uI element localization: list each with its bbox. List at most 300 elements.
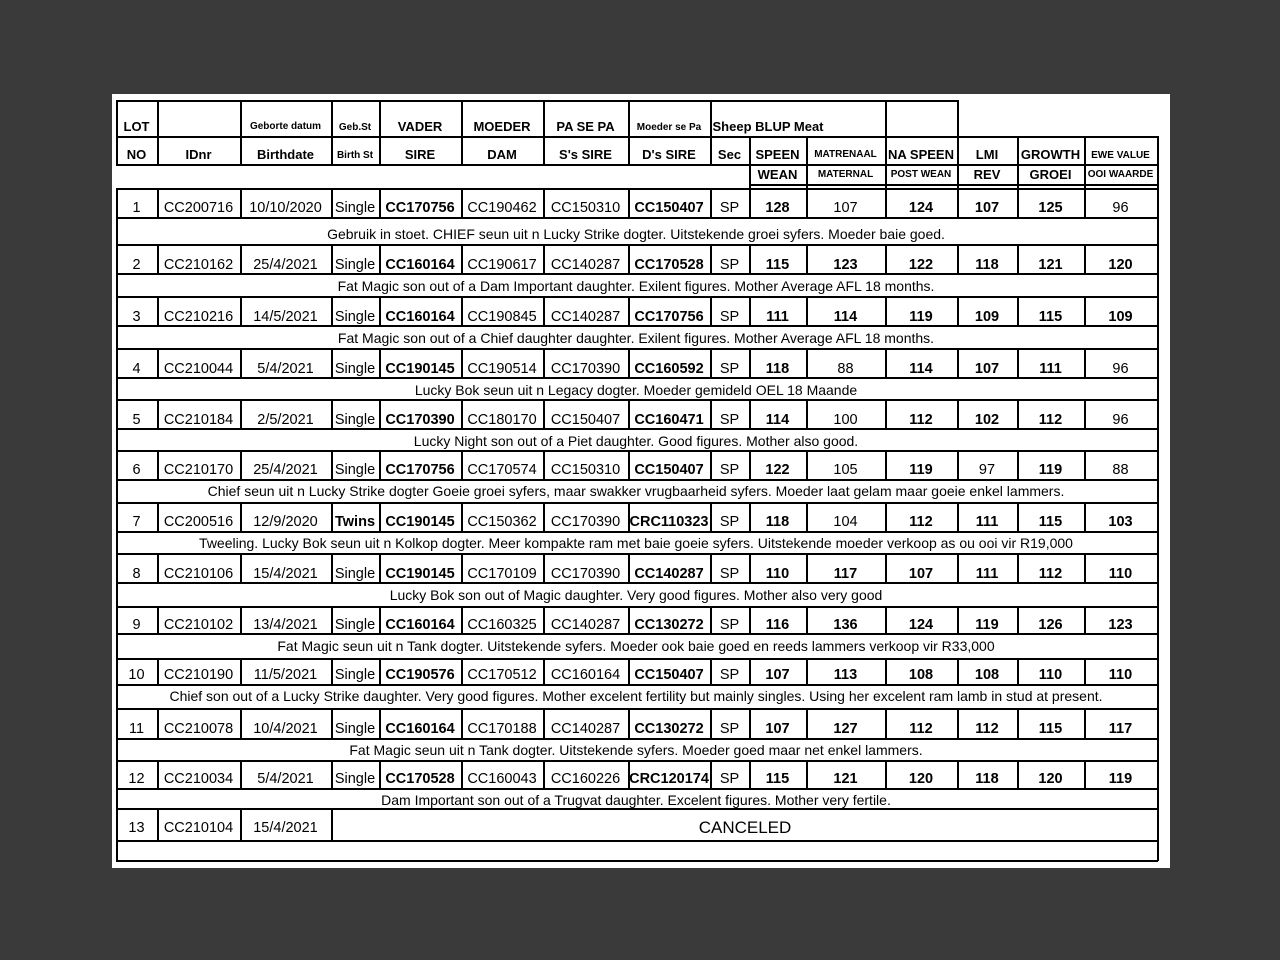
- sires-sire-cell: CC170390: [550, 566, 621, 582]
- lmi-rev-cell: 119: [975, 617, 999, 633]
- grid-line-vertical: [116, 553, 118, 583]
- grid-line-vertical: [1157, 684, 1159, 709]
- grid-line-vertical: [749, 296, 751, 326]
- grid-line-vertical: [749, 244, 751, 274]
- lot-comment: Fat Magic seun uit n Tank dogter. Uitstekende syfers. Moeder goed maar net enkel lammers.: [349, 742, 923, 758]
- dam-cell: CC160325: [467, 617, 537, 633]
- header-birthst: Birth St: [336, 150, 374, 161]
- grid-line-vertical: [806, 348, 808, 378]
- speen-wean-cell: 118: [765, 514, 790, 530]
- speen-wean-cell: 110: [765, 566, 790, 582]
- grid-line-vertical: [885, 553, 887, 583]
- grid-line-vertical: [1084, 502, 1086, 532]
- grid-line-vertical: [628, 553, 630, 583]
- id-nr-cell: CC210162: [163, 257, 234, 273]
- grid-line-vertical: [885, 502, 887, 532]
- lot-no-cell: 7: [132, 514, 141, 530]
- grid-line-vertical: [116, 788, 118, 809]
- grid-line-vertical: [379, 658, 381, 685]
- grid-line-vertical: [710, 760, 712, 789]
- post-wean-cell: 120: [908, 771, 934, 787]
- grid-line-vertical: [957, 606, 959, 634]
- birthdate-cell: 5/4/2021: [257, 771, 314, 787]
- lot-comment: Gebruik in stoet. CHIEF seun uit n Lucky Strike dogter. Uitstekende groei syfers. Moeder baie goed.: [327, 226, 945, 242]
- grid-line-vertical: [957, 760, 959, 789]
- lot-comment: Fat Magic seun uit n Tank dogter. Uitstekende syfers. Moeder ook baie goed en reeds lammers verkoop vir R33,000: [277, 638, 995, 654]
- grid-line-horizontal: [116, 502, 1158, 504]
- lot-comment: Lucky Bok seun uit n Legacy dogter. Moeder gemideld OEL 18 Maande: [414, 382, 858, 398]
- sires-sire-cell: CC160164: [550, 667, 621, 683]
- grid-line-vertical: [116, 479, 118, 503]
- lot-no-cell: 2: [132, 257, 141, 273]
- sec-cell: SP: [719, 667, 740, 683]
- grid-line-vertical: [1084, 188, 1086, 218]
- dams-sire-cell: CC130272: [634, 617, 704, 633]
- id-nr-cell: CC210104: [163, 820, 234, 836]
- lmi-rev-cell: 111: [975, 566, 999, 582]
- lot-no-cell: 12: [128, 771, 145, 787]
- grid-line-vertical: [885, 708, 887, 739]
- grid-line-vertical: [1157, 606, 1159, 634]
- grid-line-vertical: [461, 100, 463, 165]
- grid-line-horizontal: [116, 325, 1158, 327]
- grid-line-vertical: [116, 296, 118, 326]
- grid-line-vertical: [710, 244, 712, 274]
- grid-line-vertical: [461, 188, 463, 218]
- grid-line-horizontal: [116, 840, 1158, 842]
- grid-line-vertical: [116, 808, 118, 841]
- id-nr-cell: CC210184: [163, 412, 234, 428]
- grid-line-vertical: [1157, 788, 1159, 809]
- grid-line-vertical: [331, 399, 333, 429]
- grid-line-horizontal: [116, 479, 1158, 481]
- grid-line-vertical: [749, 760, 751, 789]
- header-lot: LOT: [123, 119, 150, 134]
- lot-no-cell: 8: [132, 566, 141, 582]
- grid-line-vertical: [543, 188, 545, 218]
- grid-line-vertical: [379, 399, 381, 429]
- lmi-rev-cell: 118: [975, 771, 999, 787]
- grid-line-vertical: [543, 450, 545, 480]
- grid-line-vertical: [749, 658, 751, 685]
- grid-line-vertical: [885, 760, 887, 789]
- growth-cell: 110: [1038, 667, 1063, 683]
- grid-line-vertical: [1084, 399, 1086, 429]
- grid-line-vertical: [331, 708, 333, 739]
- grid-line-vertical: [749, 708, 751, 739]
- sec-cell: SP: [719, 361, 740, 377]
- post-wean-cell: 124: [908, 617, 934, 633]
- birth-status-cell: Single: [334, 721, 376, 737]
- canceled-label: CANCELED: [698, 818, 792, 837]
- ewe-value-cell: 109: [1108, 309, 1133, 325]
- birth-status-cell: Single: [334, 462, 376, 478]
- growth-cell: 115: [1038, 721, 1063, 737]
- sire-cell: CC170528: [385, 771, 455, 787]
- grid-line-vertical: [885, 296, 887, 326]
- grid-line-vertical: [1157, 188, 1159, 218]
- grid-line-vertical: [461, 450, 463, 480]
- grid-line-vertical: [1157, 531, 1159, 554]
- header-ewe-value: EWE VALUE: [1091, 150, 1150, 161]
- grid-line-horizontal: [116, 684, 1158, 686]
- grid-line-vertical: [379, 244, 381, 274]
- lot-no-cell: 3: [132, 309, 141, 325]
- grid-line-horizontal: [116, 788, 1158, 790]
- post-wean-cell: 124: [908, 200, 934, 216]
- ewe-value-cell: 119: [1108, 771, 1133, 787]
- header-speen: SPEEN: [755, 147, 800, 162]
- grid-line-vertical: [543, 348, 545, 378]
- grid-line-vertical: [116, 738, 118, 761]
- grid-line-horizontal: [116, 273, 1158, 275]
- grid-line-vertical: [157, 188, 159, 218]
- lot-no-cell: 5: [132, 412, 141, 428]
- grid-line-vertical: [885, 450, 887, 480]
- grid-line-horizontal: [116, 136, 1158, 138]
- grid-line-vertical: [379, 100, 381, 165]
- sire-cell: CC170756: [385, 200, 455, 216]
- id-nr-cell: CC200716: [163, 200, 234, 216]
- birth-status-cell: Single: [334, 309, 376, 325]
- speen-wean-cell: 114: [765, 412, 790, 428]
- growth-cell: 111: [1039, 361, 1062, 377]
- birthdate-cell: 10/10/2020: [249, 200, 322, 216]
- sires-sire-cell: CC140287: [550, 617, 621, 633]
- sires-sire-cell: CC140287: [550, 721, 621, 737]
- birthdate-cell: 10/4/2021: [253, 721, 318, 737]
- grid-line-horizontal: [116, 658, 1158, 660]
- grid-line-vertical: [543, 606, 545, 634]
- birthdate-cell: 15/4/2021: [253, 566, 318, 582]
- maternal-cell: 123: [833, 257, 858, 273]
- sire-cell: CC190145: [385, 514, 455, 530]
- grid-line-vertical: [1017, 136, 1019, 189]
- lmi-rev-cell: 107: [974, 361, 1000, 377]
- grid-line-vertical: [331, 808, 333, 841]
- grid-line-horizontal: [116, 860, 1158, 862]
- maternal-cell: 114: [833, 309, 858, 325]
- grid-line-vertical: [331, 100, 333, 165]
- grid-line-vertical: [628, 188, 630, 218]
- grid-line-vertical: [379, 348, 381, 378]
- grid-line-vertical: [710, 348, 712, 378]
- grid-line-vertical: [1157, 553, 1159, 583]
- grid-line-vertical: [116, 708, 118, 739]
- header-birthdate-af: Geborte datum: [249, 121, 322, 132]
- grid-line-vertical: [1157, 273, 1159, 297]
- grid-line-vertical: [1157, 582, 1159, 607]
- grid-line-vertical: [710, 658, 712, 685]
- grid-line-vertical: [957, 708, 959, 739]
- sec-cell: SP: [719, 771, 740, 787]
- grid-line-vertical: [461, 606, 463, 634]
- lot-no-cell: 11: [128, 721, 145, 737]
- grid-line-vertical: [240, 348, 242, 378]
- header-sire-af: VADER: [397, 119, 443, 134]
- lot-comment: Lucky Night son out of a Piet daughter. Good figures. Mother also good.: [413, 433, 859, 449]
- grid-line-vertical: [461, 553, 463, 583]
- grid-line-vertical: [749, 450, 751, 480]
- grid-line-vertical: [331, 244, 333, 274]
- grid-line-vertical: [885, 136, 887, 189]
- grid-line-vertical: [806, 502, 808, 532]
- grid-line-vertical: [1157, 296, 1159, 326]
- grid-line-vertical: [240, 658, 242, 685]
- grid-line-vertical: [1084, 708, 1086, 739]
- grid-line-horizontal: [116, 450, 1158, 452]
- grid-line-horizontal: [116, 188, 1158, 190]
- lot-no-cell: 10: [128, 667, 145, 683]
- grid-line-vertical: [240, 296, 242, 326]
- grid-line-vertical: [157, 760, 159, 789]
- birth-status-cell: Single: [334, 257, 376, 273]
- birthdate-cell: 12/9/2020: [253, 514, 318, 530]
- speen-wean-cell: 122: [765, 462, 790, 478]
- grid-line-horizontal: [116, 244, 1158, 246]
- speen-wean-cell: 115: [765, 771, 790, 787]
- header-birthst-af: Geb.St: [338, 122, 372, 133]
- grid-line-vertical: [116, 633, 118, 659]
- grid-line-vertical: [957, 244, 959, 274]
- grid-line-vertical: [240, 244, 242, 274]
- grid-line-vertical: [1084, 348, 1086, 378]
- grid-line-vertical: [331, 188, 333, 218]
- lmi-rev-cell: 108: [974, 667, 1000, 683]
- grid-line-vertical: [116, 502, 118, 532]
- header-ooi-waarde: OOI WAARDE: [1087, 169, 1154, 180]
- grid-line-vertical: [628, 606, 630, 634]
- lot-comment: Lucky Bok son out of Magic daughter. Very good figures. Mother also very good: [389, 587, 883, 603]
- grid-line-horizontal: [749, 184, 1158, 186]
- header-blup: Sheep BLUP Meat: [712, 119, 824, 134]
- ewe-value-cell: 88: [1112, 462, 1129, 478]
- lot-comment: Dam Important son out of a Trugvat daughter. Excelent figures. Mother very fertile.: [381, 792, 891, 808]
- grid-line-vertical: [543, 296, 545, 326]
- sire-cell: CC190145: [385, 361, 455, 377]
- grid-line-vertical: [1157, 840, 1159, 861]
- header-growth: GROWTH: [1020, 147, 1081, 162]
- maternal-cell: 107: [833, 200, 858, 216]
- grid-line-vertical: [957, 188, 959, 218]
- grid-line-vertical: [1084, 760, 1086, 789]
- grid-line-vertical: [116, 244, 118, 274]
- maternal-cell: 113: [833, 667, 858, 683]
- post-wean-cell: 112: [909, 514, 933, 530]
- grid-line-vertical: [806, 760, 808, 789]
- post-wean-cell: 119: [909, 462, 933, 478]
- grid-line-vertical: [379, 606, 381, 634]
- grid-line-vertical: [1084, 296, 1086, 326]
- birthdate-cell: 25/4/2021: [253, 257, 318, 273]
- lmi-rev-cell: 109: [974, 309, 1000, 325]
- header-lmi: LMI: [975, 147, 999, 162]
- grid-line-vertical: [1084, 658, 1086, 685]
- dams-sire-cell: CC130272: [634, 721, 704, 737]
- grid-line-vertical: [543, 553, 545, 583]
- dams-sire-cell: CRC120174: [629, 771, 709, 787]
- dams-sire-cell: CC140287: [634, 566, 704, 582]
- grid-line-horizontal: [116, 606, 1158, 608]
- birthdate-cell: 15/4/2021: [253, 820, 318, 836]
- id-nr-cell: CC210034: [163, 771, 234, 787]
- grid-line-horizontal: [116, 164, 1158, 166]
- grid-line-vertical: [543, 760, 545, 789]
- grid-line-vertical: [957, 553, 959, 583]
- grid-line-vertical: [1017, 450, 1019, 480]
- grid-line-vertical: [116, 325, 118, 349]
- sec-cell: SP: [719, 257, 740, 273]
- grid-line-vertical: [957, 100, 959, 137]
- grid-line-vertical: [116, 684, 118, 709]
- grid-line-vertical: [240, 100, 242, 165]
- speen-wean-cell: 128: [765, 200, 790, 216]
- dam-cell: CC170188: [467, 721, 537, 737]
- growth-cell: 125: [1038, 200, 1063, 216]
- ewe-value-cell: 96: [1112, 200, 1129, 216]
- grid-line-vertical: [1157, 738, 1159, 761]
- sire-cell: CC190145: [385, 566, 455, 582]
- id-nr-cell: CC200516: [163, 514, 234, 530]
- grid-line-vertical: [749, 348, 751, 378]
- header-dam: DAM: [487, 147, 517, 162]
- grid-line-vertical: [116, 582, 118, 607]
- grid-line-vertical: [957, 450, 959, 480]
- grid-line-vertical: [1157, 450, 1159, 480]
- grid-line-vertical: [157, 658, 159, 685]
- dam-cell: CC190617: [467, 257, 537, 273]
- grid-line-vertical: [116, 606, 118, 634]
- grid-line-vertical: [240, 399, 242, 429]
- grid-line-vertical: [331, 553, 333, 583]
- grid-line-vertical: [1157, 633, 1159, 659]
- grid-line-vertical: [379, 296, 381, 326]
- dams-sire-cell: CC160592: [634, 361, 704, 377]
- grid-line-vertical: [885, 348, 887, 378]
- post-wean-cell: 114: [909, 361, 933, 377]
- ewe-value-cell: 120: [1108, 257, 1133, 273]
- grid-line-vertical: [710, 450, 712, 480]
- birthdate-cell: 13/4/2021: [253, 617, 318, 633]
- sec-cell: SP: [719, 462, 740, 478]
- sire-cell: CC170390: [385, 412, 455, 428]
- grid-line-horizontal: [116, 708, 1158, 710]
- lmi-rev-cell: 97: [978, 462, 996, 478]
- grid-line-vertical: [710, 606, 712, 634]
- grid-line-vertical: [806, 399, 808, 429]
- growth-cell: 115: [1038, 514, 1063, 530]
- grid-line-vertical: [157, 502, 159, 532]
- grid-line-vertical: [885, 658, 887, 685]
- grid-line-vertical: [1157, 479, 1159, 503]
- grid-line-vertical: [379, 760, 381, 789]
- grid-line-vertical: [379, 553, 381, 583]
- sec-cell: SP: [719, 309, 740, 325]
- grid-line-vertical: [116, 377, 118, 400]
- grid-line-vertical: [710, 502, 712, 532]
- grid-line-vertical: [806, 606, 808, 634]
- grid-line-horizontal: [116, 633, 1158, 635]
- sec-cell: SP: [719, 514, 740, 530]
- grid-line-vertical: [806, 553, 808, 583]
- grid-line-vertical: [116, 428, 118, 451]
- grid-line-vertical: [710, 100, 712, 165]
- post-wean-cell: 107: [908, 566, 934, 582]
- lmi-rev-cell: 111: [975, 514, 999, 530]
- lot-comment: Fat Magic son out of a Dam Important daughter. Exilent figures. Mother Average AFL 18 months.: [337, 278, 935, 294]
- header-groei: GROEI: [1029, 167, 1072, 182]
- grid-line-vertical: [1157, 244, 1159, 274]
- lot-no-cell: 6: [132, 462, 141, 478]
- sec-cell: SP: [719, 566, 740, 582]
- grid-line-vertical: [157, 553, 159, 583]
- grid-line-vertical: [240, 708, 242, 739]
- grid-line-vertical: [1017, 553, 1019, 583]
- grid-line-vertical: [461, 760, 463, 789]
- header-sire: SIRE: [404, 147, 436, 162]
- grid-line-vertical: [806, 658, 808, 685]
- header-no: NO: [126, 147, 147, 162]
- grid-line-vertical: [116, 760, 118, 789]
- grid-line-vertical: [461, 708, 463, 739]
- grid-line-vertical: [957, 399, 959, 429]
- grid-line-vertical: [116, 217, 118, 245]
- header-rev: REV: [973, 167, 1001, 182]
- lmi-rev-cell: 102: [974, 412, 1000, 428]
- grid-line-vertical: [957, 348, 959, 378]
- sire-cell: CC170756: [385, 462, 455, 478]
- maternal-cell: 136: [833, 617, 858, 633]
- birth-status-cell: Twins: [334, 514, 376, 530]
- post-wean-cell: 122: [908, 257, 934, 273]
- birthdate-cell: 25/4/2021: [253, 462, 318, 478]
- grid-line-horizontal: [116, 100, 958, 102]
- dam-cell: CC170109: [467, 566, 537, 582]
- ewe-value-cell: 103: [1108, 514, 1133, 530]
- grid-line-horizontal: [116, 296, 1158, 298]
- grid-line-vertical: [628, 244, 630, 274]
- post-wean-cell: 108: [908, 667, 934, 683]
- maternal-cell: 104: [833, 514, 858, 530]
- grid-line-vertical: [710, 553, 712, 583]
- grid-line-vertical: [543, 399, 545, 429]
- dam-cell: CC170512: [467, 667, 537, 683]
- grid-line-vertical: [885, 606, 887, 634]
- lot-comment: Tweeling. Lucky Bok seun uit n Kolkop dogter. Meer kompakte ram met baie goeie syfers. Uitstekende moeder verkoop as ou ooi vir R19,000: [199, 535, 1073, 551]
- id-nr-cell: CC210102: [163, 617, 234, 633]
- ewe-value-cell: 110: [1108, 566, 1133, 582]
- grid-line-vertical: [157, 296, 159, 326]
- growth-cell: 121: [1038, 257, 1063, 273]
- id-nr-cell: CC210190: [163, 667, 234, 683]
- grid-line-vertical: [116, 450, 118, 480]
- dam-cell: CC190462: [467, 200, 537, 216]
- post-wean-cell: 112: [909, 412, 933, 428]
- grid-line-vertical: [628, 296, 630, 326]
- grid-line-vertical: [461, 502, 463, 532]
- grid-line-vertical: [157, 348, 159, 378]
- birth-status-cell: Single: [334, 361, 376, 377]
- dam-cell: CC150362: [467, 514, 537, 530]
- speen-wean-cell: 118: [765, 361, 790, 377]
- dam-cell: CC190845: [467, 309, 537, 325]
- ewe-value-cell: 96: [1112, 361, 1129, 377]
- grid-line-vertical: [710, 188, 712, 218]
- grid-line-vertical: [1157, 136, 1159, 189]
- grid-line-vertical: [749, 606, 751, 634]
- grid-line-vertical: [1084, 244, 1086, 274]
- grid-line-vertical: [1017, 606, 1019, 634]
